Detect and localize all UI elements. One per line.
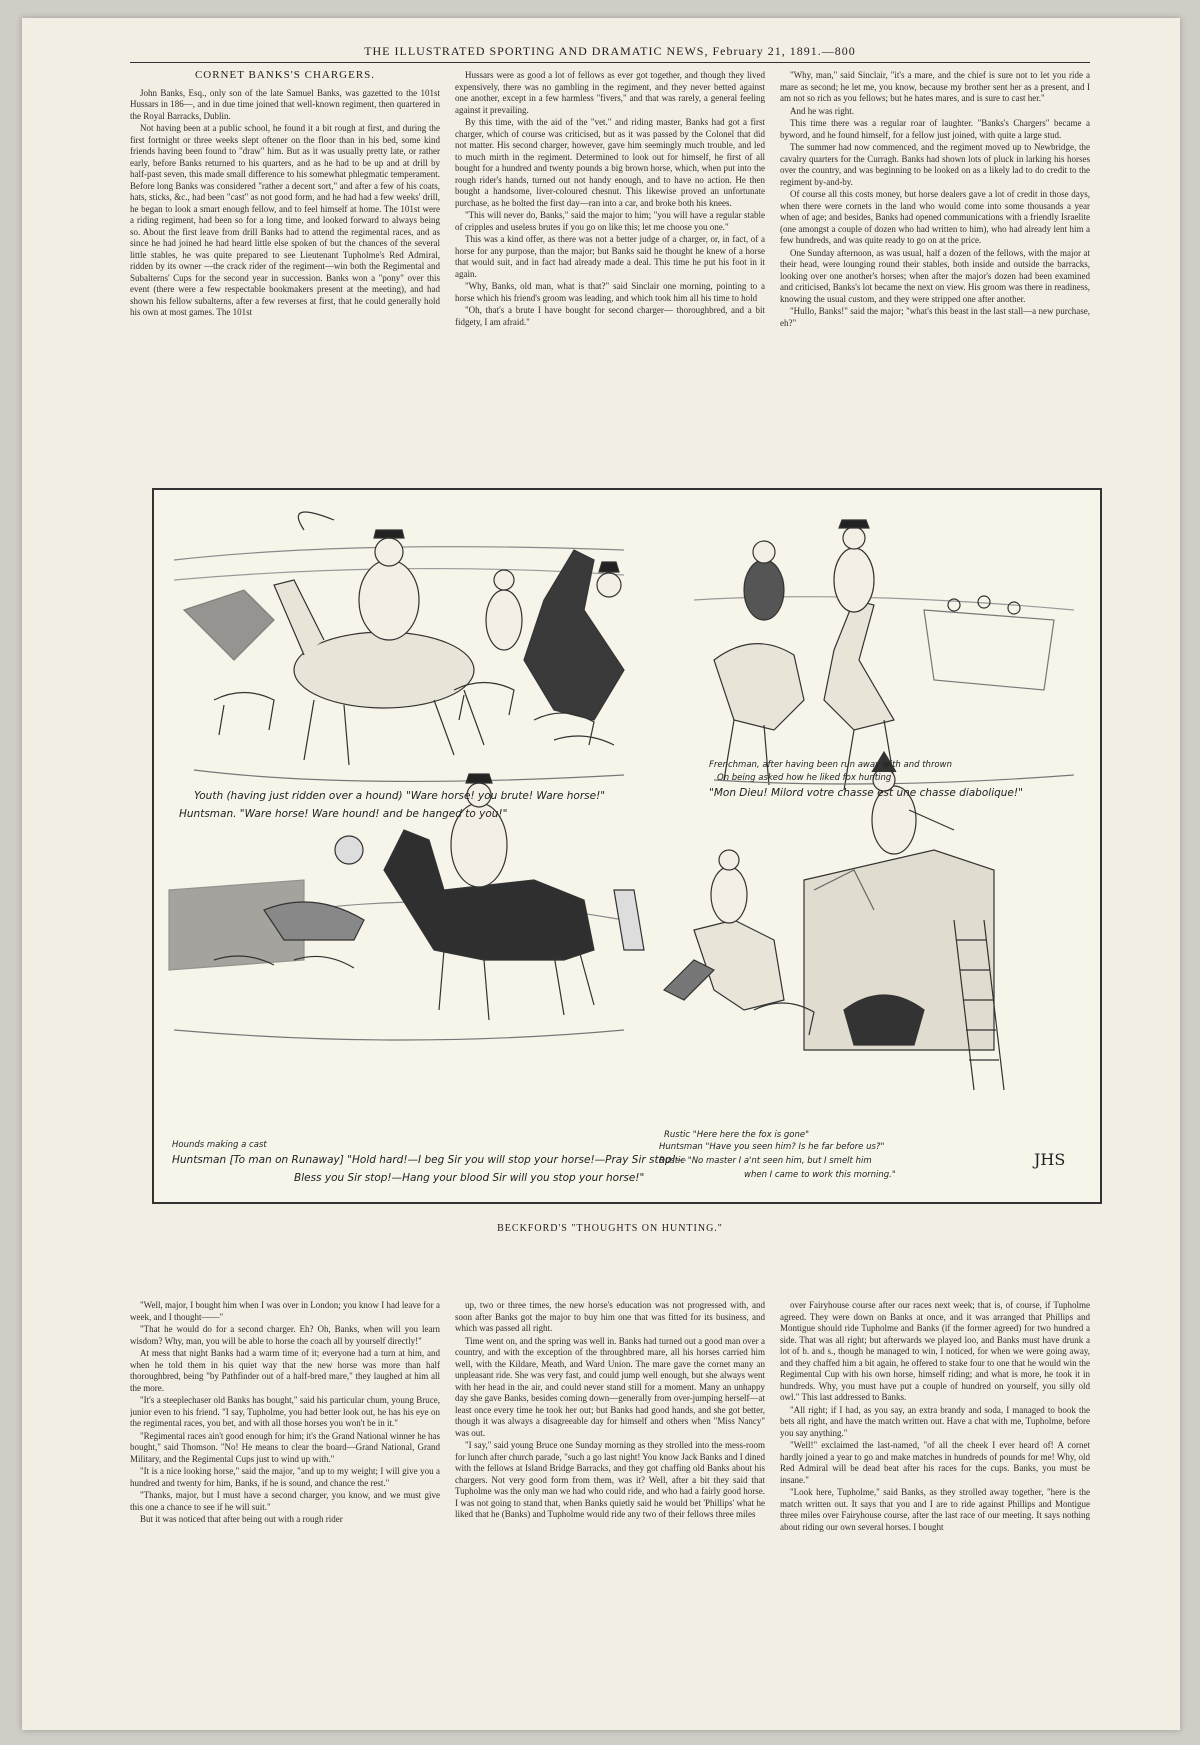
panel2-caption-line2: On being asked how he liked fox hunting [717, 773, 892, 783]
article-paragraph: This time there was a regular roar of laughter. "Banks's Chargers" became a byword, and he found himself, for a fellow just joined, with quite a large stud. [780, 118, 1090, 140]
panel3-caption-bless: Bless you Sir stop!—Hang your blood Sir will you stop your horse!" [294, 1172, 645, 1184]
article-paragraph: One Sunday afternoon, as was usual, half a dozen of the fellows, with the major at their head, were lounging round their stables, both inside and outside the barracks, looking over one another's horses; when after the major's dozen had been examined and criticised, Banks's lot became the next on view. His groom was there in readiness, knowing the usual custom, and they were stripped one after another. [780, 247, 1090, 304]
panel4-caption-rustic: Rustic "Here here the fox is gone" [664, 1130, 809, 1140]
panel-huntsman-hounds [174, 512, 624, 781]
article-column-top-1 [130, 70, 440, 442]
article-column-top-3 [780, 70, 1090, 442]
article-paragraph: up, two or three times, the new horse's education was not progressed with, and soon after Banks got the major to buy him one that was fitted for its business, and which was passed all right. [455, 1300, 765, 1333]
article-paragraph: And he was right. [790, 105, 854, 116]
article-paragraph: over Fairyhouse course after our races next week; that is, of course, if Tupholme agreed. They were down on Banks at once, and it was arranged that Phillips and Montigue should ride Tupholme and Banks (if the former agreed) for two hundred a side. That was all right; but afterwards we played loo, and Banks must have drunk a lot of b. and s., though he managed to win, I noticed, for when we were going away, and they chaffed him a bit again, he offered to stake four to one that he would win the Regimental Cup with his own horse, himself riding; and what is more, he took it in hundreds. Why, you must have put a couple of hundred on yourself, you silly old owl." This last addressed to Banks. [780, 1300, 1090, 1402]
article-paragraph: "I say," said young Bruce one Sunday morning as they strolled into the mess-room for lunch after church parade, "such a go last night! You know Jack Banks and I dined with the fellows at Island Bridge Barracks, and they got chaffing old Banks about his chargers. Not very good form from them, was it? Well, after a bit they said that Tupholme was the only man we had who could ride, and who had a fairly good horse. I was not going to stand that, when Banks quietly said he would bet 'Phillips' what he liked that he (Banks) and Tupholme would ride any two of their fellows three miles [455, 1440, 765, 1519]
panel3-caption-hounds: Hounds making a cast [172, 1140, 267, 1150]
article-paragraph: "It is a nice looking horse," said the major, "and up to my weight; I will give you a hundred and twenty for him, Banks, if he is sound, and chance the rest." [130, 1466, 440, 1488]
article-paragraph: "Thanks, major, but I must have a second charger, you know, and we must give this one a chance to see if he will suit." [130, 1490, 440, 1512]
panel-frenchman [694, 520, 1074, 790]
plate-title: BECKFORD'S "THOUGHTS ON HUNTING." [497, 1223, 723, 1234]
panel2-caption-line1: Frenchman, after having been run away with and thrown [709, 760, 952, 770]
panel3-caption-huntsman: Huntsman [To man on Runaway] "Hold hard!—I beg Sir you will stop your horse!—Pray Sir stop!— [172, 1154, 687, 1166]
article-paragraph: But it was noticed that after being out with a rough rider [140, 1514, 343, 1524]
article-paragraph: "Hullo, Banks!" said the major; "what's this beast in the last stall—a new purchase, eh?" [780, 306, 1090, 328]
article-paragraph: "Regimental races ain't good enough for him; it's the Grand National winner he has bought," said Thomson. "No! He means to clear the board—Grand National, Grand Military, and the Regimental Cups just to wind up with." [130, 1430, 440, 1464]
article-paragraph: By this time, with the aid of the "vet." and riding master, Banks had got a first charger, which of course was criticised, but as it was passed by the Colonel that did not matter. His second charger, however, gave him seemingly much trouble, and led to much mirth in the regiment. Determined to look out for himself, he first of all bought for a hundred and twenty pounds a big brown horse, which, when put into the rough rider's hands, turned out not handy enough, and to have no action. He then bought a handsome, liver-coloured chesnut. This likewise proved an unfortunate purchase, as he bolted the first day—ran into a car, and broke both his knees. [455, 117, 765, 208]
panel4-caption-huntsman: Huntsman "Have you seen him? Is he far before us?" [659, 1142, 885, 1152]
panel4-caption-rustic-reply: Rustic "No master I a'nt seen him, but I smelt him [659, 1156, 872, 1166]
article-paragraph: At mess that night Banks had a warm time of it; everyone had a turn at him, and when he told them in his quiet way that the new horse was more than half thoroughbred, being "by Pathfinder out of a half-bred mare," they laughed at him all the more. [130, 1348, 440, 1393]
article-column-bottom-2 [455, 1300, 765, 1700]
article-column-top-2 [455, 70, 765, 442]
article-paragraph: Not having been at a public school, he found it a bit rough at first, and during the first fortnight or three weeks slept oftener on the floor than in his bed, some kind friends having been found to "draw" him. But as it was usually pretty late, or rather early, before Banks returned to his quarters, and as he had to be up and at drill by half-past seven, this made small difference to his somewhat phlegmatic temperament. Before long Banks was considered "rather a decent sort," and after a few of his coats, hats, sticks, &c., had been "cast" as not good form, and he had had a few weeks' drill, he began to look a smart enough fellow, and to feel himself at home. The 101st were a riding regiment, had been so for a long time, and looked forward to always being so. About the first leave from drill Banks had to attend the regimental races, and as since he had joined he had heard little else spoken of but the chances of the several little stables, he was quite prepared to see Lieutenant Tupholme's Red Admiral, ridden by its owner —the crack rider of the regiment—win both the Regimental and Subalterns' Cups for the second year in succession. Banks won a "pony" over this event (there were a few respectable bookmakers present at the meeting), and had shown his fellow subalterns, after a few reverses at first, that he could generally hold his own at most games. The 101st [130, 123, 440, 317]
illustration-plate [152, 488, 1102, 1204]
hunting-illustrations [154, 490, 1100, 1202]
article-paragraph: "Well!" exclaimed the last-named, "of all the cheek I ever heard of! A cornet hardly joined a year to go and make matches in hundreds of pounds for me! Why, old Red Admiral will be dead beat after his races for the cups. Banks, you must be insane." [780, 1440, 1090, 1485]
article-column-bottom-1 [130, 1300, 440, 1700]
article-paragraph: "It's a steeplechaser old Banks has bought," said his particular chum, young Bruce, junior even to his friend. "I say, Tupholme, you had better look out, he has his eye on the regimental races, you bet, and with all those horses you won't be in it." [130, 1395, 440, 1428]
article-paragraph: Hussars were as good a lot of fellows as ever got together, and though they lived expensively, there was no gambling in the regiment, and they never betted against one another, except in a few harmless "fivers," and that was rarely, a general feeling against it prevailing. [455, 70, 765, 115]
article-paragraph: Of course all this costs money, but horse dealers gave a lot of credit in those days, when there were cornets in the land who would come into some thousands a year when of age; and besides, Banks had opened communications with a friendly Israelite (one amongst a couple of dozen who had written to him), who had already lent him a few hundreds, and was quite ready to go on at the price. [780, 189, 1090, 245]
article-paragraph: The summer had now commenced, and the regiment moved up to Newbridge, the cavalry quarters for the Curragh. Banks had shown lots of pluck in larking his horses over the country, and was beginning to be looked on as a likely lad to do credit to the regiment by-and-by. [780, 142, 1090, 187]
article-paragraph: "Why, Banks, old man, what is that?" said Sinclair one morning, pointing to a horse which his friend's groom was leading, and which took him all his time to hold [455, 281, 765, 303]
masthead: THE ILLUSTRATED SPORTING AND DRAMATIC NEWS, February 21, 1891.—800 [364, 44, 856, 58]
article-title: CORNET BANKS'S CHARGERS. [194, 70, 376, 81]
article-paragraph: "Look here, Tupholme," said Banks, as they strolled away together, "here is the match written out. It says that you and I are to ride against Phillips and Montigue three miles over Fairyhouse course, after the last race of our meeting. It says nothing about riding our own several horses. I bought [780, 1487, 1090, 1532]
panel4-caption-morning: when I came to work this morning." [744, 1170, 896, 1180]
article-paragraph: "All right; if I had, as you say, an extra brandy and soda, I managed to book the bets all right, and have the match written out. Have a chat with me, Tupholme, before you say anything." [780, 1404, 1090, 1438]
panel1-caption-youth: Youth (having just ridden over a hound) "Ware horse! you brute! Ware horse!" [194, 790, 606, 802]
panel1-caption-huntsman: Huntsman. "Ware horse! Ware hound! and be hanged to you!" [179, 808, 508, 820]
article-paragraph: "That he would do for a second charger. Eh? Oh, Banks, when will you learn wisdom? Why, man, you will be able to horse the coach all by yourself directly!" [130, 1324, 440, 1346]
article-column-bottom-3 [780, 1300, 1090, 1700]
panel-rustic-haystack [664, 752, 1004, 1090]
article-paragraph: Time went on, and the spring was well in. Banks had turned out a good man over a country, and with the exception of the throughbred mare, all his horses carried him well, with the Kildare, Meath, and Ward Union. The mare gave the cornet many an unpleasant ride. She was very fast, and could jump well enough, but she always went with her head in the air, and could never stand still for a moment. Many an unhappy day she gave Banks, besides coming down—generally from over-jumping herself—at least once every time he took her out; but Banks had good hands, and she got better, though it was always a disagreeable day for himself and others when "Miss Nancy" was out. [455, 1335, 765, 1438]
article-paragraph: "This will never do, Banks," said the major to him; "you will have a regular stable of cripples and useless brutes if you go on like this; let me choose you one." [455, 210, 765, 232]
article-paragraph: "Why, man," said Sinclair, "it's a mare, and the chief is sure not to let you ride a mare as second; he let me, you know, because my brother sent her as a present, and I am not so rich as you fellows; but he hates mares, and is sure to cast her." [780, 70, 1090, 103]
panel2-caption-line3: "Mon Dieu! Milord votre chasse est une chasse diabolique!" [709, 787, 1023, 799]
article-paragraph: "Oh, that's a brute I have bought for second charger— thoroughbred, and a bit fidgety, I am afraid." [455, 305, 765, 327]
artist-monogram: JHS [1034, 1150, 1066, 1169]
masthead-rule [130, 62, 1090, 63]
article-paragraph: This was a kind offer, as there was not a better judge of a charger, or, in fact, of a horse for any purpose, than the major; but Banks said he thought he knew of a horse that would suit, and in fact had already made a deal. This time he put his foot in it again. [455, 234, 765, 279]
article-paragraph: John Banks, Esq., only son of the late Samuel Banks, was gazetted to the 101st Hussars in 186—, and in due time joined that well-known regiment, then quartered in the Royal Barracks, Dublin. [130, 87, 440, 121]
article-paragraph: "Well, major, I bought him when I was over in London; you know I had leave for a week, and I thought——" [130, 1300, 440, 1322]
